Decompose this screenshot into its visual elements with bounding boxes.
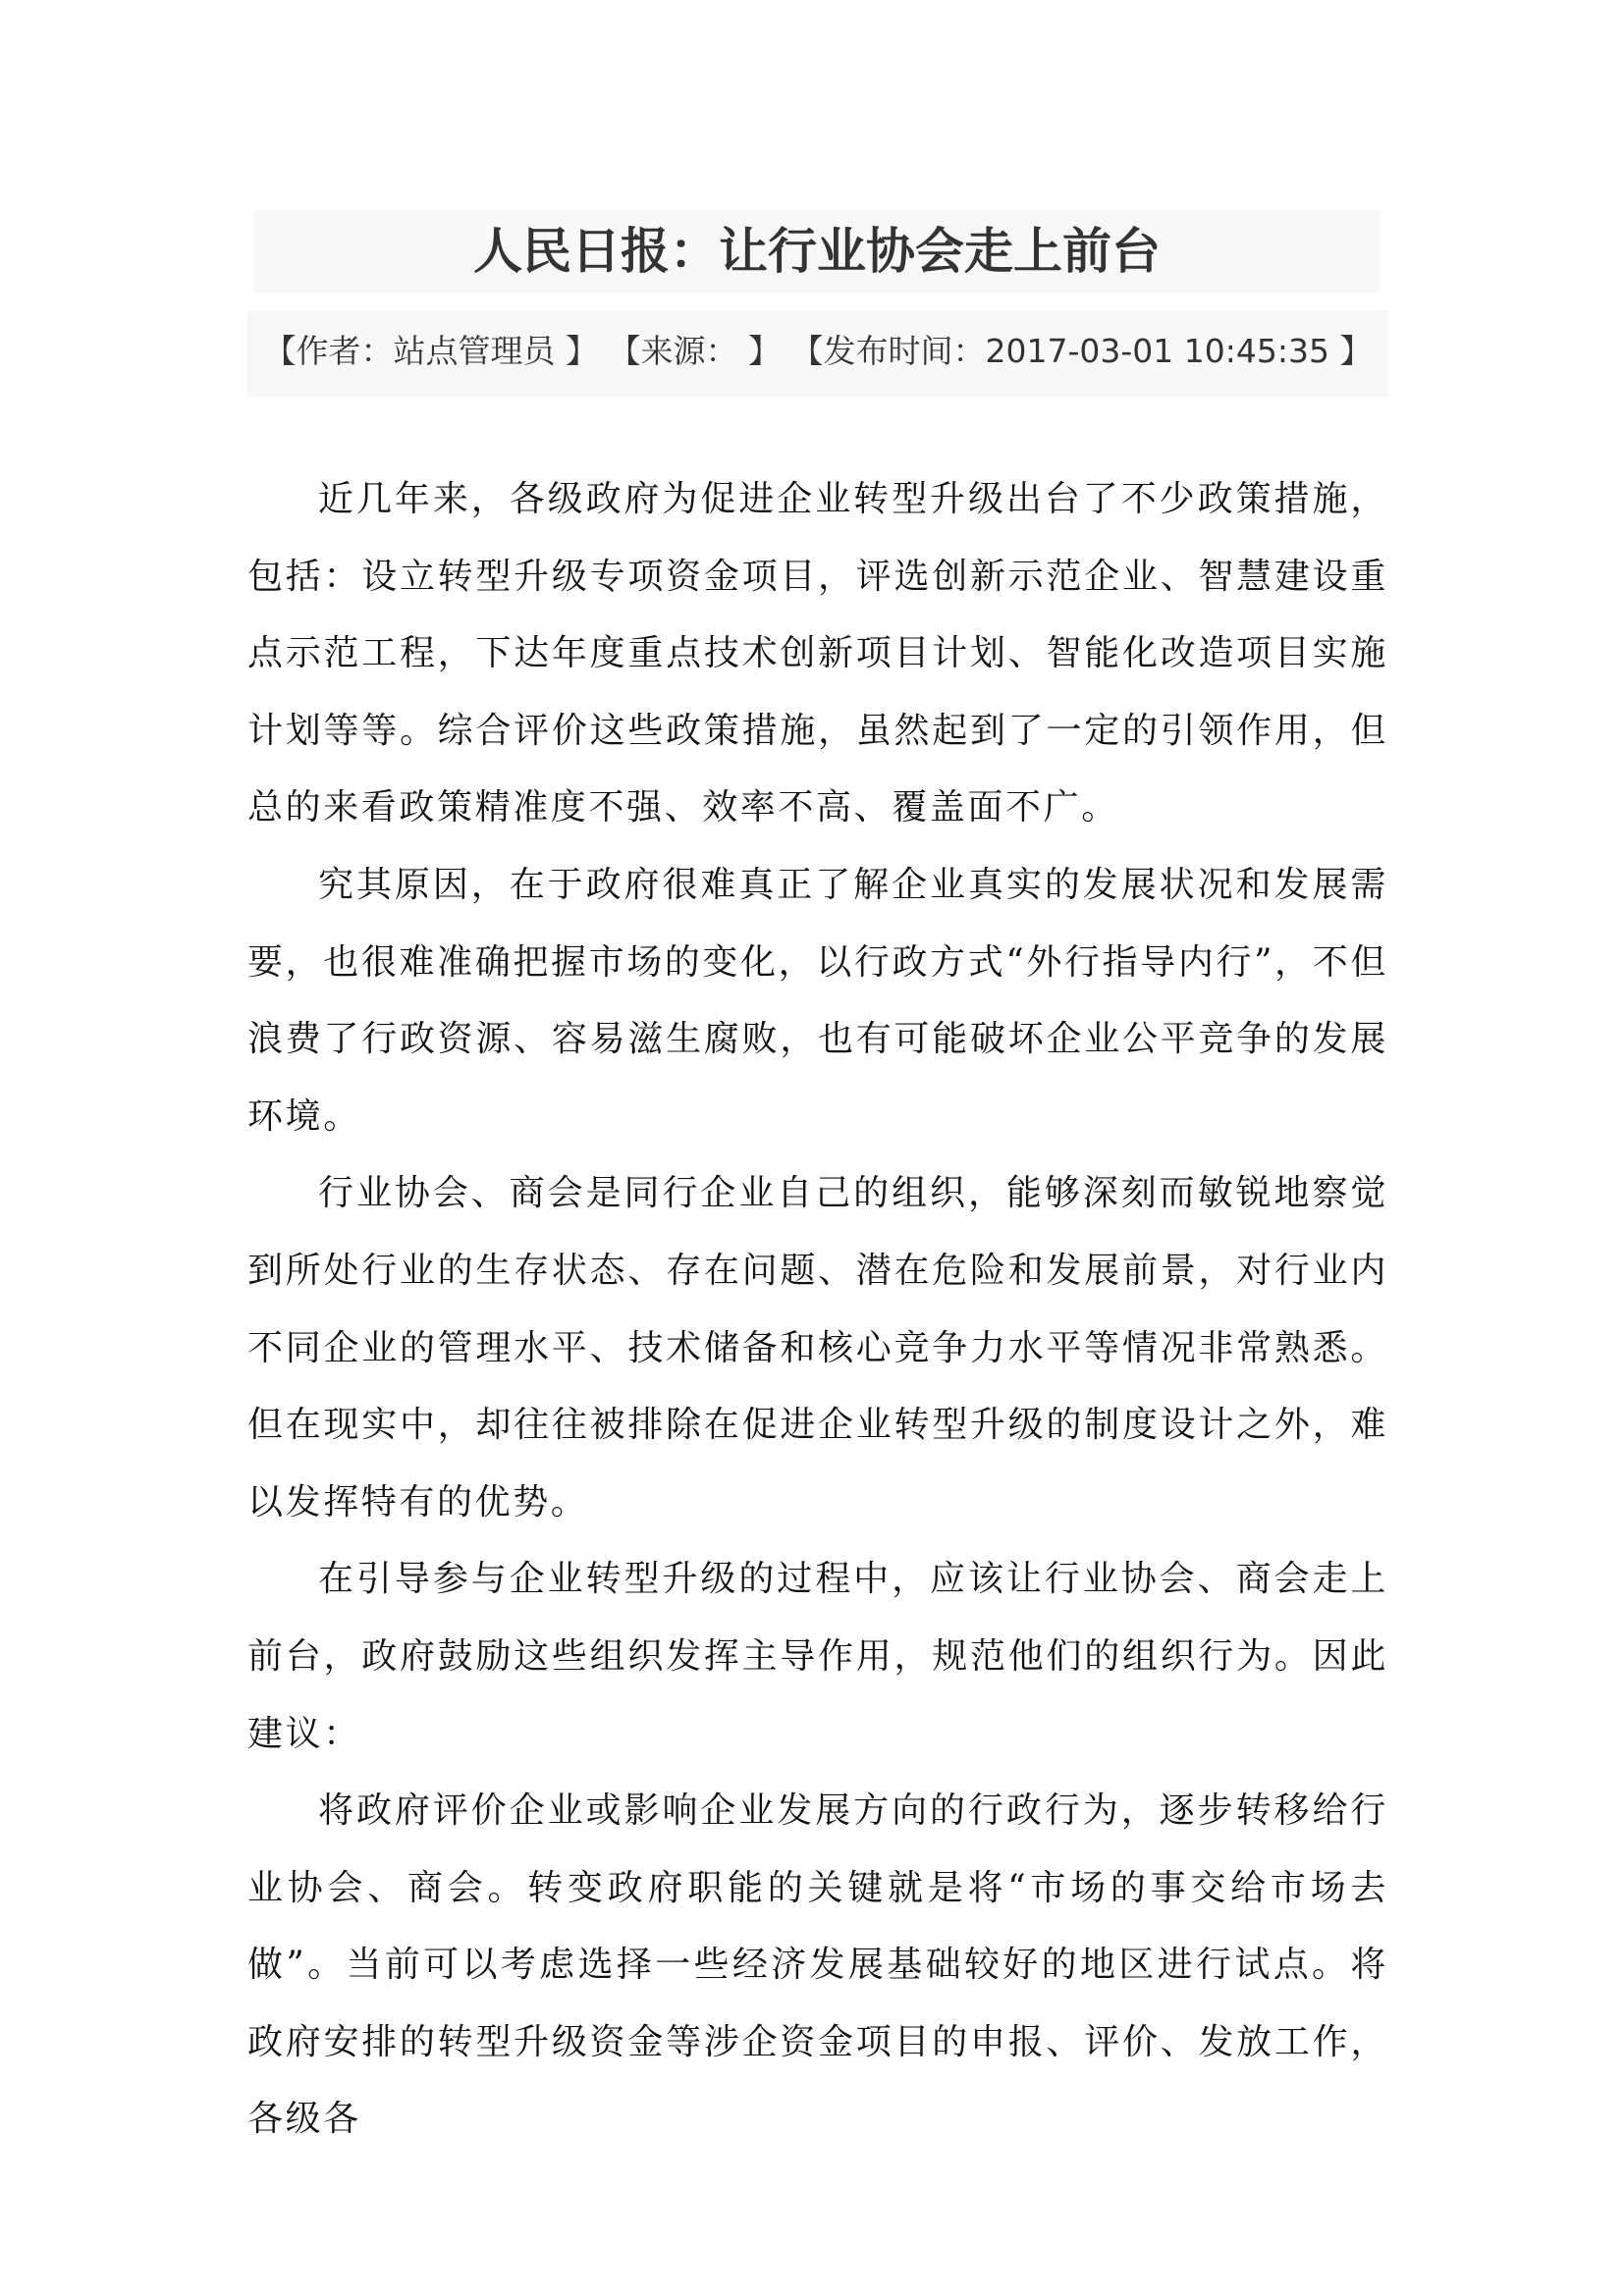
- article-meta: [247, 322, 1388, 381]
- paragraph: 行业协会、商会是同行企业自己的组织，能够深刻而敏锐地察觉到所处行业的生存状态、存在问题、潜在危险和发展前景，对行业内不同企业的管理水平、技术储备和核心竞争力水平等情况非常熟悉。但在现实中，却往往被排除在促进企业转型升级的制度设计之外，难以发挥特有的优势。: [247, 1173, 1388, 1522]
- paragraph: 将政府评价企业或影响企业发展方向的行政行为，逐步转移给行业协会、商会。转变政府职能的关键就是将“市场的事交给市场去做”。当前可以考虑选择一些经济发展基础较好的地区进行试点。将政府安排的转型升级资金等涉企资金项目的申报、评价、发放工作，各级各: [247, 1790, 1388, 2140]
- source-label: 【来源： 】: [608, 332, 781, 370]
- paragraph: 究其原因，在于政府很难真正了解企业真实的发展状况和发展需要，也很难准确把握市场的变化，以行政方式“外行指导内行”，不但浪费了行政资源、容易滋生腐败，也有可能破坏企业公平竞争的发展环境。: [247, 864, 1388, 1137]
- article-title: 人民日报：让行业协会走上前台: [473, 223, 1161, 280]
- article-body: [247, 461, 1388, 2159]
- author-label: 【作者：站点管理员 】: [263, 332, 598, 370]
- paragraph: 在引导参与企业转型升级的过程中，应该让行业协会、商会走上前台，政府鼓励这些组织发挥主导作用，规范他们的组织行为。因此建议：: [247, 1559, 1388, 1754]
- publish-time-label: 【发布时间：2017-03-01 10:45:35 】: [790, 332, 1373, 370]
- paragraph: 近几年来，各级政府为促进企业转型升级出台了不少政策措施，包括：设立转型升级专项资金项目，评选创新示范企业、智慧建设重点示范工程，下达年度重点技术创新项目计划、智能化改造项目实施计划等等。综合评价这些政策措施，虽然起到了一定的引领作用，但总的来看政策精准度不强、效率不高、覆盖面不广。: [247, 479, 1388, 828]
